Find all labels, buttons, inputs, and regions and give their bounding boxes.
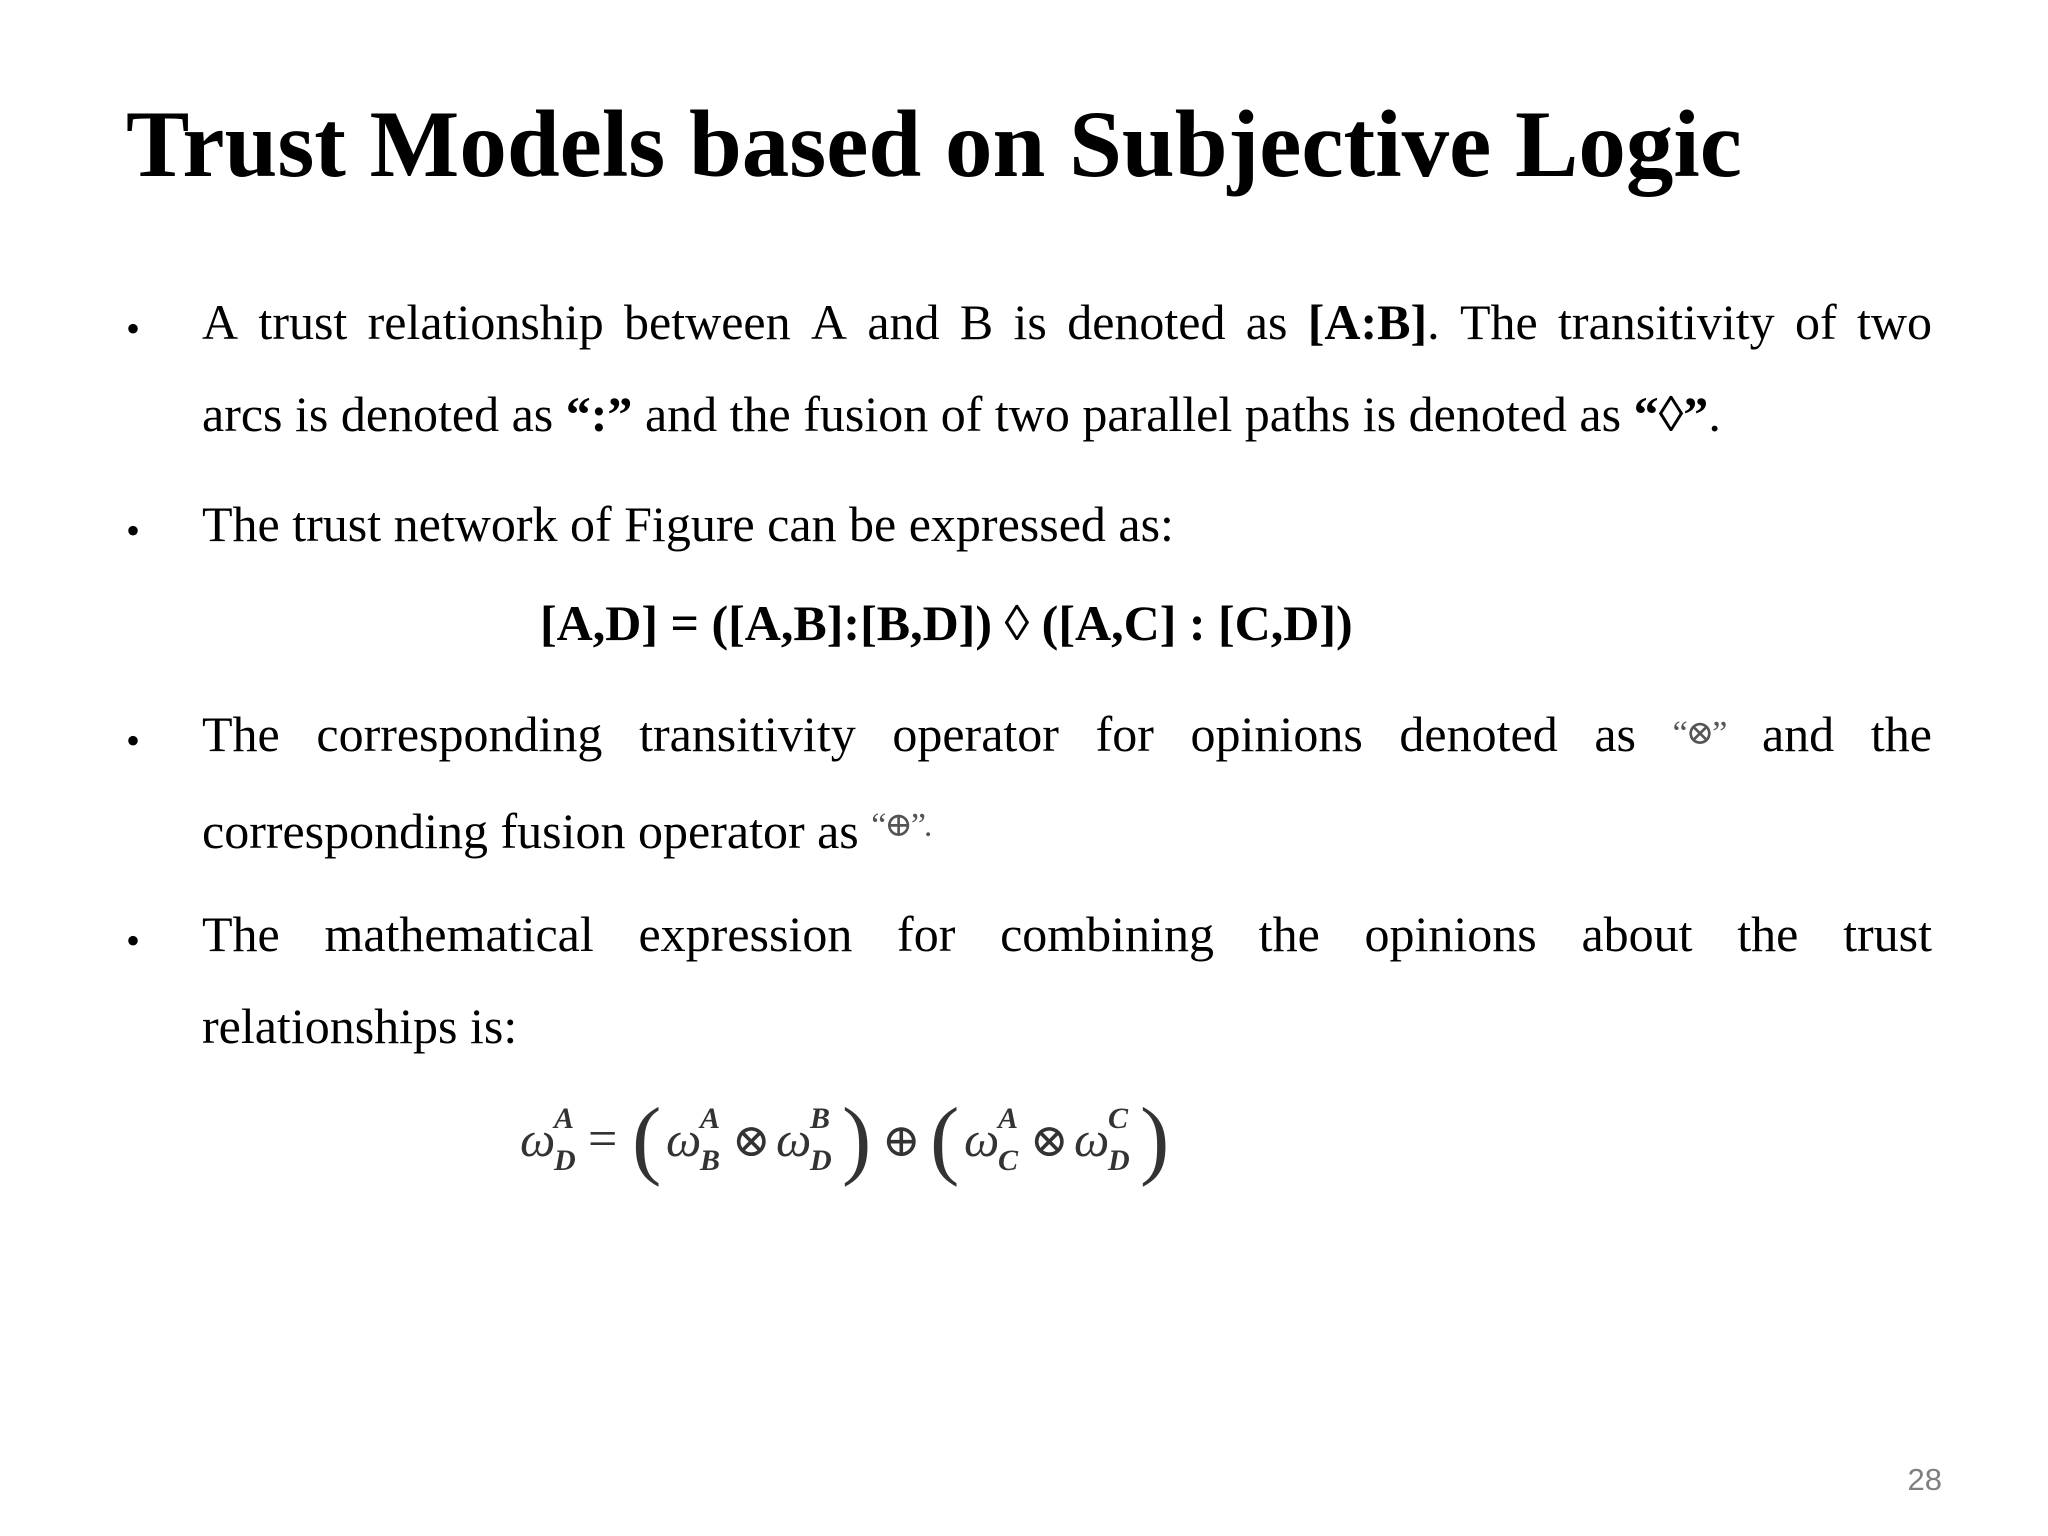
formula-oplus: ⊕ (882, 1115, 921, 1166)
word: of (1795, 294, 1837, 350)
formula-lhs-sup: A (554, 1102, 575, 1135)
formula-term-2-sup: B (810, 1102, 831, 1135)
word: between (624, 294, 791, 350)
page-number: 28 (1907, 1462, 1942, 1497)
formula-lhs-sub: D (554, 1144, 576, 1177)
word: The (202, 906, 280, 962)
formula-term-1-sub: B (700, 1144, 721, 1177)
word: the (1870, 706, 1932, 762)
word: opinions (1364, 906, 1537, 962)
word: relationship (367, 294, 604, 350)
word: [A:B]. (1307, 294, 1440, 350)
bullet-dot: • (126, 306, 141, 351)
word: as (1594, 706, 1636, 762)
word: as (1245, 294, 1288, 350)
formula-term-4-sub: D (1108, 1144, 1130, 1177)
formula-lhs-base: ω (520, 1111, 556, 1167)
word: is (1013, 294, 1047, 350)
formula-term-3-sup: A (998, 1102, 1019, 1135)
formula-left-paren-2: ( (930, 1091, 960, 1188)
bullet-1-line-1 (202, 276, 1932, 368)
word: B (959, 294, 994, 350)
word: mathematical (324, 906, 594, 962)
word: denoted (1399, 706, 1558, 762)
opinion-combination-formula (520, 1090, 1240, 1200)
word: trust (1843, 906, 1932, 962)
word: the (1737, 906, 1799, 962)
word: transitivity (639, 706, 856, 762)
word: for (897, 906, 956, 962)
word: transitivity (1558, 294, 1775, 350)
word: two (1856, 294, 1932, 350)
formula-term-4-base: ω (1074, 1111, 1110, 1167)
word: opinions (1190, 706, 1363, 762)
word: combining (1000, 906, 1214, 962)
bullet-1-line-2: arcs is denoted as “:” and the fusion of two parallel paths is denoted as “◊”. (202, 386, 1721, 442)
formula-term-3-sub: C (998, 1144, 1019, 1177)
slide-title: Trust Models based on Subjective Logic (126, 91, 1742, 197)
transitivity-operator-symbol: “⊗” (1672, 715, 1726, 752)
formula-term-3-base: ω (964, 1111, 1000, 1167)
bullet-4-line-2: relationships is: (202, 998, 518, 1054)
formula-equals: = (588, 1111, 618, 1168)
formula-term-2-sub: D (810, 1144, 832, 1177)
word: corresponding (316, 706, 603, 762)
bullet-3-line-1 (202, 688, 1932, 780)
word: A (202, 294, 239, 350)
fusion-operator-symbol: “⊕”. (871, 807, 931, 844)
bullet-dot: • (126, 918, 141, 963)
bullet-3-line-2: corresponding fusion operator as “⊕”. (202, 780, 1932, 872)
word: A (810, 294, 848, 350)
formula-term-1-base: ω (666, 1111, 702, 1167)
formula-otimes-2: ⊗ (1030, 1115, 1069, 1166)
formula-term-1-sup: A (700, 1102, 721, 1135)
word: for (1095, 706, 1154, 762)
word: The (202, 706, 280, 762)
bullet-2-text: The trust network of Figure can be expressed as: (202, 496, 1174, 552)
word: operator (892, 706, 1059, 762)
word: trust (258, 294, 348, 350)
bullet-4-line-1 (202, 888, 1932, 980)
bullet-dot: • (126, 508, 141, 553)
word: the (1258, 906, 1320, 962)
word: expression (638, 906, 853, 962)
word: and (1761, 706, 1835, 762)
word: denoted (1067, 294, 1226, 350)
formula-right-paren-1: ) (842, 1091, 872, 1188)
word: The (1459, 294, 1538, 350)
word: about (1581, 906, 1693, 962)
formula-left-paren-1: ( (632, 1091, 662, 1188)
trust-network-equation: [A,D] = ([A,B]:[B,D]) ◊ ([A,C] : [C,D]) (540, 595, 1353, 651)
word: and (867, 294, 940, 350)
bullet-dot: • (126, 718, 141, 763)
formula-term-4-sup: C (1108, 1102, 1129, 1135)
formula-right-paren-2: ) (1140, 1091, 1170, 1188)
formula-term-2-base: ω (776, 1111, 812, 1167)
formula-otimes-1: ⊗ (732, 1115, 771, 1166)
